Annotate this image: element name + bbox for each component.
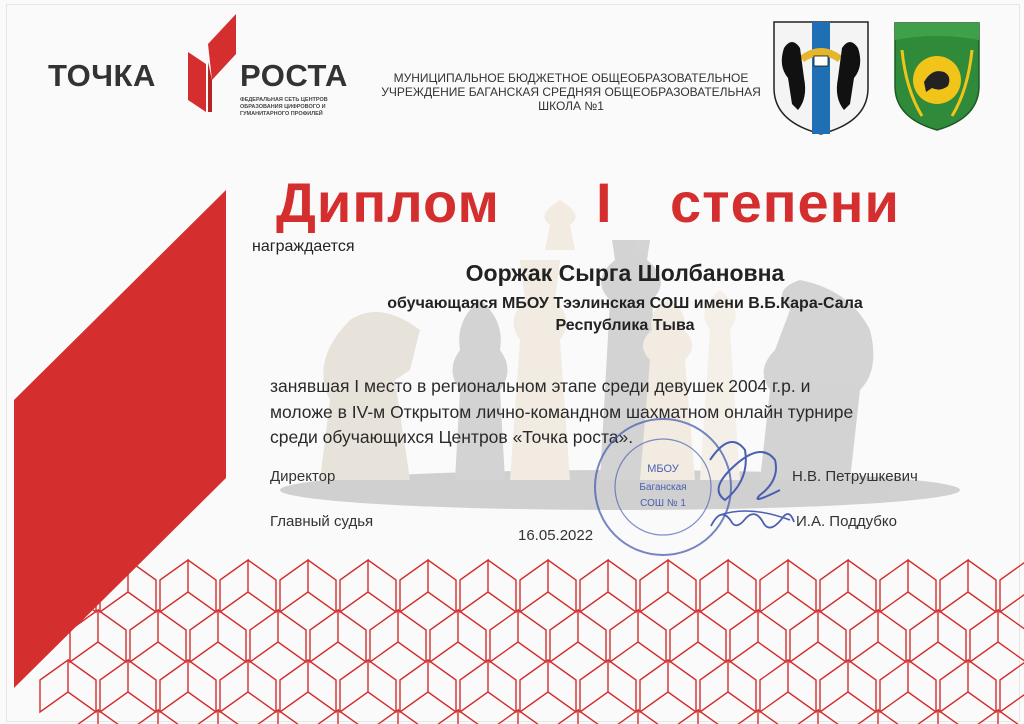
lattice-cell — [490, 710, 546, 724]
lattice-cell — [340, 660, 396, 712]
judge-name: И.А. Поддубко — [796, 513, 897, 530]
lattice-cell — [850, 610, 906, 662]
director-name: Н.В. Петрушкевич — [792, 468, 918, 485]
lattice-cell — [310, 710, 366, 724]
title-suffix: степени — [670, 171, 900, 234]
lattice-cell — [910, 710, 966, 724]
lattice-cell — [430, 610, 486, 662]
lattice-cell — [280, 660, 336, 712]
stamp-text-2: Баганская — [639, 482, 687, 493]
lattice-cell — [520, 660, 576, 712]
lattice-cell — [640, 660, 696, 712]
lattice-cell — [970, 710, 1024, 724]
coat-of-arms-novosibirsk-icon — [770, 18, 872, 136]
achievement-line-2: моложе в IV-м Открытом лично-командном шахматном онлайн турнире — [270, 401, 854, 422]
awarded-label: награждается — [252, 238, 355, 255]
lattice-cell — [700, 560, 756, 612]
lattice-cell — [190, 610, 246, 662]
lattice-cell — [610, 710, 666, 724]
lattice-cell — [820, 660, 876, 712]
lattice-cell — [490, 610, 546, 662]
school-name: МУНИЦИПАЛЬНОЕ БЮДЖЕТНОЕ ОБЩЕОБРАЗОВАТЕЛЬНОЕ УЧРЕЖДЕНИЕ БАГАНСКАЯ СРЕДНЯЯ ОБЩЕОБРАЗОВАТЕЛЬНАЯ ШКОЛА №1 — [381, 71, 761, 113]
lattice-cell — [760, 660, 816, 712]
lattice-cell — [880, 560, 936, 612]
lattice-cell — [250, 610, 306, 662]
director-label: Директор — [270, 468, 336, 485]
judge-signature — [706, 496, 796, 546]
logo-subtitle: ФЕДЕРАЛЬНАЯ СЕТЬ ЦЕНТРОВ ОБРАЗОВАНИЯ ЦИФРОВОГО И ГУМАНИТАРНОГО ПРОФИЛЕЙ — [240, 97, 328, 117]
lattice-cell — [370, 710, 426, 724]
lattice-cell — [730, 610, 786, 662]
recipient-name: Ооржак Сырга Шолбановна — [465, 260, 785, 286]
lattice-pattern — [40, 560, 1024, 724]
lattice-cell — [130, 710, 186, 724]
lattice-cell — [760, 560, 816, 612]
lattice-cell — [670, 710, 726, 724]
lattice-cell — [580, 560, 636, 612]
lattice-cell — [970, 610, 1024, 662]
lattice-cell — [340, 560, 396, 612]
lattice-cell — [400, 660, 456, 712]
lattice-cell — [580, 660, 636, 712]
lattice-cell — [160, 660, 216, 712]
lattice-cell — [520, 560, 576, 612]
lattice-cell — [1000, 660, 1024, 712]
lattice-cell — [370, 610, 426, 662]
lattice-cell — [190, 710, 246, 724]
lattice-cell — [730, 710, 786, 724]
stamp-text-3: СОШ № 1 — [640, 498, 686, 509]
lattice-cell — [700, 660, 756, 712]
logo-word-rosta: РОСТА — [240, 58, 348, 93]
logo-word-tochka: ТОЧКА — [48, 58, 156, 93]
lattice-cell — [880, 660, 936, 712]
judge-label: Главный судья — [270, 513, 374, 530]
lattice-cell — [100, 660, 156, 712]
lattice-cell — [40, 660, 96, 712]
lattice-cell — [160, 560, 216, 612]
lattice-cell — [280, 560, 336, 612]
recipient-info — [226, 293, 1024, 337]
lattice-cell — [640, 560, 696, 612]
lattice-cell — [610, 610, 666, 662]
lattice-cell — [790, 610, 846, 662]
lattice-cell — [70, 710, 126, 724]
title-diploma: Диплом — [276, 171, 500, 234]
recipient-org: обучающаяся МБОУ Тээлинская СОШ имени В.Б.Кара-Сала — [387, 295, 863, 312]
lattice-cell — [550, 710, 606, 724]
lattice-cell — [670, 610, 726, 662]
lattice-cell — [400, 560, 456, 612]
achievement-line-1: занявшая I место в региональном этапе среди девушек 2004 г.р. и — [270, 376, 811, 396]
lattice-cell — [460, 560, 516, 612]
coat-of-arms-bagan-icon — [892, 20, 982, 132]
lattice-cell — [850, 710, 906, 724]
lattice-cell — [430, 710, 486, 724]
lattice-cell — [550, 610, 606, 662]
logo-sprout-icon — [178, 14, 240, 114]
lattice-cell — [250, 710, 306, 724]
lattice-cell — [310, 610, 366, 662]
lattice-cell — [790, 710, 846, 724]
achievement-line-3: среди обучающихся Центров «Точка роста». — [270, 427, 634, 447]
award-date: 16.05.2022 — [518, 527, 594, 544]
recipient-region: Республика Тыва — [555, 317, 695, 334]
lattice-cell — [220, 660, 276, 712]
lattice-cell — [1000, 560, 1024, 612]
lattice-cell — [460, 660, 516, 712]
lattice-cell — [130, 610, 186, 662]
lattice-cell — [820, 560, 876, 612]
lattice-cell — [910, 610, 966, 662]
lattice-cell — [940, 660, 996, 712]
title-degree: I — [596, 171, 613, 234]
stamp-text-1: МБОУ — [647, 463, 679, 475]
lattice-cell — [220, 560, 276, 612]
lattice-cell — [940, 560, 996, 612]
